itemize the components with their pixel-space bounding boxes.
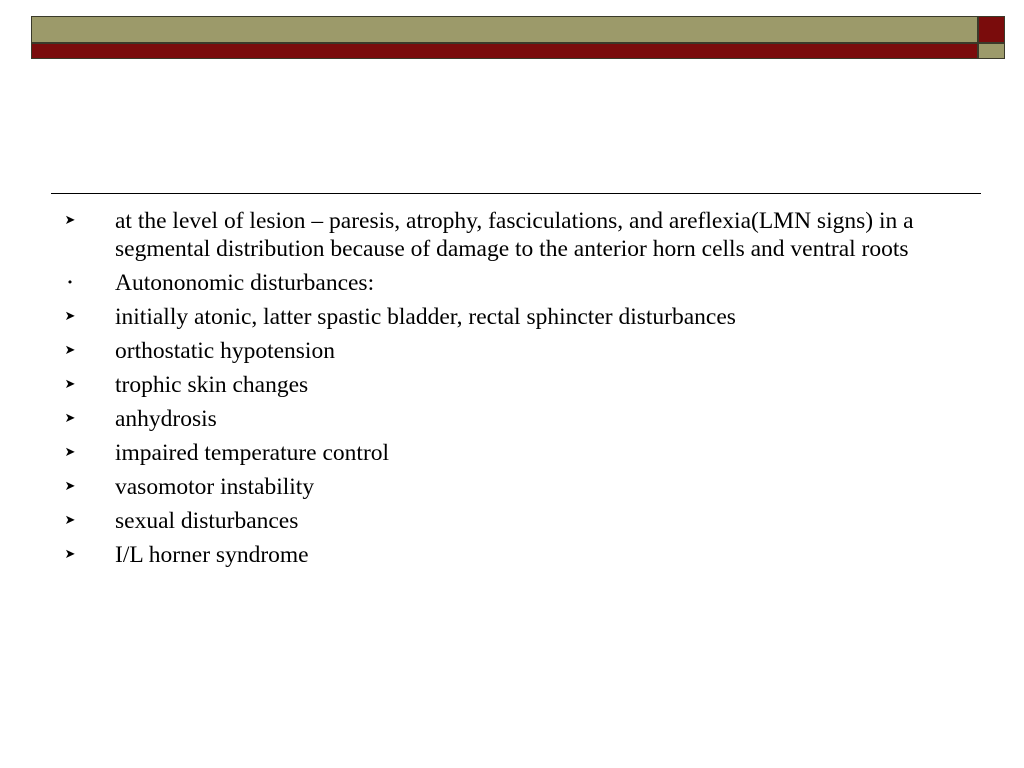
bullet-text: anhydrosis (115, 406, 217, 432)
bullet-item (56, 507, 976, 535)
bullet-text: orthostatic hypotension (115, 338, 335, 364)
bullet-text: I/L horner syndrome (115, 542, 309, 568)
arrow-bullet-icon: ➤ (64, 309, 76, 324)
bullet-item (56, 371, 976, 399)
header-maroon-band (31, 43, 978, 59)
arrow-bullet-icon: ➤ (64, 411, 76, 426)
bullet-text: trophic skin changes (115, 372, 309, 398)
bullet-item (56, 541, 976, 569)
bullet-item (56, 207, 976, 263)
bullet-text: impaired temperature control (115, 440, 390, 466)
arrow-bullet-icon: ➤ (64, 213, 76, 228)
arrow-bullet-icon: ➤ (64, 445, 76, 460)
arrow-bullet-icon: ➤ (64, 513, 76, 528)
header-olive-band (31, 16, 978, 43)
bullet-text: Autononomic disturbances: (115, 270, 375, 296)
bullet-item (56, 269, 976, 297)
arrow-bullet-icon: ➤ (64, 377, 76, 392)
bullet-item (56, 337, 976, 365)
arrow-bullet-icon: ➤ (64, 343, 76, 358)
bullet-item (56, 439, 976, 467)
header-maroon-square (978, 16, 1005, 43)
arrow-bullet-icon: ➤ (64, 479, 76, 494)
bullet-item (56, 405, 976, 433)
slide-bullet-list (56, 207, 976, 575)
bullet-text: initially atonic, latter spastic bladder, rectal sphincter disturbances (115, 304, 736, 330)
bullet-text: vasomotor instability (115, 474, 315, 500)
arrow-bullet-icon: ➤ (64, 547, 76, 562)
bullet-text: sexual disturbances (115, 508, 299, 534)
bullet-text: at the level of lesion – paresis, atrophy, fasciculations, and areflexia(LMN signs) in a segmental distribution because of damage to the anterior horn cells and ventral roots (115, 208, 914, 262)
header-olive-square (978, 43, 1005, 59)
title-divider-line (51, 193, 981, 194)
bullet-item (56, 473, 976, 501)
bullet-item (56, 303, 976, 331)
dot-bullet-icon: • (66, 276, 74, 289)
slide-header-bands (31, 16, 1005, 59)
